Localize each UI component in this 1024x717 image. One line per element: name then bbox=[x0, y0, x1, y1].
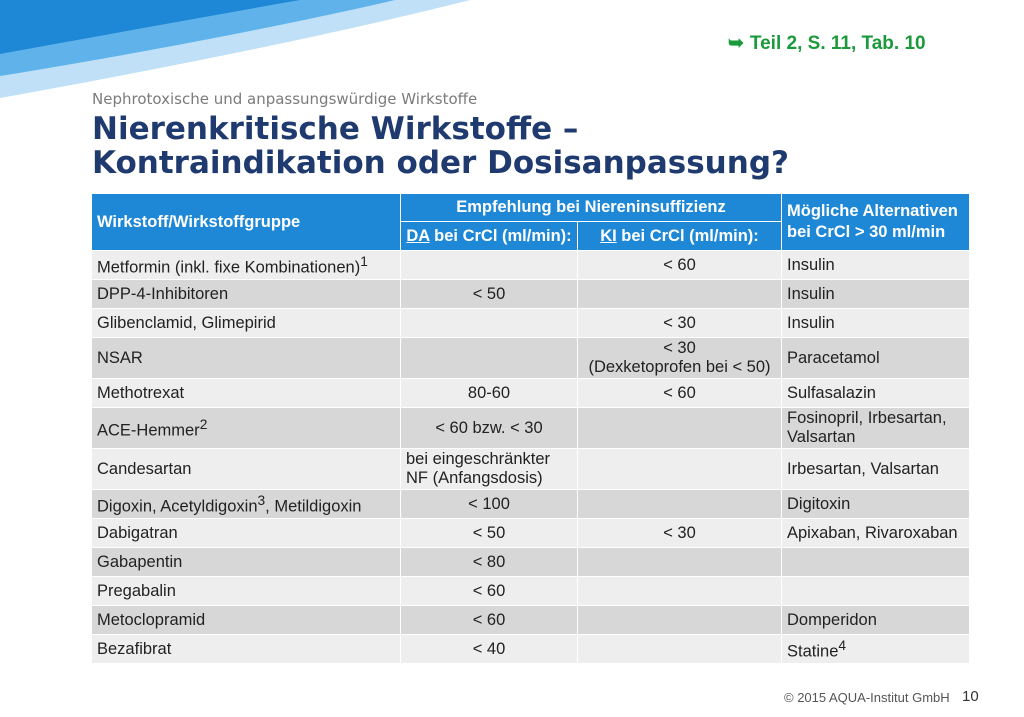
table-row bbox=[92, 309, 970, 338]
drug-cell: ACE-Hemmer$^2$ bbox=[92, 408, 401, 449]
drug-cell: Bezafibrat bbox=[92, 635, 401, 664]
da-cell: < 40 bbox=[401, 635, 578, 664]
alternative-cell bbox=[782, 577, 970, 606]
ki-cell bbox=[578, 548, 782, 577]
drug-cell: Metformin (inkl. fixe Kombinationen)$^1$ bbox=[92, 251, 401, 280]
alternative-cell bbox=[782, 548, 970, 577]
header-ki-abbr: KI bbox=[600, 226, 617, 245]
drug-cell: NSAR bbox=[92, 338, 401, 379]
ki-cell: < 60 bbox=[578, 251, 782, 280]
ki-cell: < 60 bbox=[578, 379, 782, 408]
ki-cell bbox=[578, 606, 782, 635]
da-cell bbox=[401, 251, 578, 280]
table-row bbox=[92, 280, 970, 309]
ki-cell bbox=[578, 577, 782, 606]
drug-cell: Methotrexat bbox=[92, 379, 401, 408]
footnote-mark: 1 bbox=[360, 254, 368, 270]
reference-text: Teil 2, S. 11, Tab. 10 bbox=[749, 33, 926, 54]
da-cell bbox=[401, 309, 578, 338]
drug-cell: Gabapentin bbox=[92, 548, 401, 577]
header-alternatives-line1: Mögliche Alternativen bbox=[787, 202, 958, 220]
table-row bbox=[92, 635, 970, 664]
da-cell: < 100 bbox=[401, 490, 578, 519]
alternative-cell: Sulfasalazin bbox=[782, 379, 970, 408]
header-recommendation-group: Empfehlung bei Niereninsuffizienz bbox=[401, 194, 782, 222]
da-cell: 80-60 bbox=[401, 379, 578, 408]
drug-cell: Candesartan bbox=[92, 449, 401, 490]
drug-table bbox=[91, 193, 970, 664]
ki-cell: < 30 (Dexketoprofen bei < 50) bbox=[578, 338, 782, 379]
title-line-2: Kontraindikation oder Dosisanpassung? bbox=[92, 145, 789, 181]
copyright-notice: © 2015 AQUA-Institut GmbH bbox=[784, 690, 950, 705]
table-header bbox=[92, 194, 970, 251]
footnote-mark: 3 bbox=[257, 493, 266, 509]
arrow-icon: ➥ bbox=[728, 33, 744, 54]
da-cell: < 50 bbox=[401, 280, 578, 309]
footnote-mark: 2 bbox=[199, 417, 208, 433]
drug-cell: Pregabalin bbox=[92, 577, 401, 606]
footnote-mark: 4 bbox=[838, 638, 847, 654]
alternative-cell: Insulin bbox=[782, 280, 970, 309]
ki-cell bbox=[578, 490, 782, 519]
table-row bbox=[92, 577, 970, 606]
alternative-cell: Irbesartan, Valsartan bbox=[782, 449, 970, 490]
alternative-cell: Insulin bbox=[782, 309, 970, 338]
page-number: 10 bbox=[962, 688, 979, 705]
ki-cell bbox=[578, 635, 782, 664]
ki-cell bbox=[578, 408, 782, 449]
drug-cell: Dabigatran bbox=[92, 519, 401, 548]
reference-note bbox=[728, 32, 926, 55]
page-subtitle: Nephrotoxische und anpassungswürdige Wirkstoffe bbox=[92, 90, 478, 108]
header-da-abbr: DA bbox=[406, 226, 430, 245]
drug-cell: DPP-4-Inhibitoren bbox=[92, 280, 401, 309]
da-cell: bei eingeschränkter NF (Anfangsdosis) bbox=[401, 449, 578, 490]
alternative-cell: Fosinopril, Irbesartan, Valsartan bbox=[782, 408, 970, 449]
table-row bbox=[92, 519, 970, 548]
da-cell: < 60 bbox=[401, 577, 578, 606]
alternative-cell: Apixaban, Rivaroxaban bbox=[782, 519, 970, 548]
title-line-1: Nierenkritische Wirkstoffe – bbox=[92, 111, 579, 147]
table-row bbox=[92, 379, 970, 408]
table-row bbox=[92, 251, 970, 280]
header-ki bbox=[578, 222, 782, 251]
table-row bbox=[92, 606, 970, 635]
drug-cell: Metoclopramid bbox=[92, 606, 401, 635]
da-cell: < 60 bzw. < 30 bbox=[401, 408, 578, 449]
table-row bbox=[92, 408, 970, 449]
da-cell: < 60 bbox=[401, 606, 578, 635]
table-row bbox=[92, 449, 970, 490]
ki-cell bbox=[578, 280, 782, 309]
table-row bbox=[92, 548, 970, 577]
header-drug: Wirkstoff/Wirkstoffgruppe bbox=[92, 194, 401, 251]
header-ki-rest: bei CrCl (ml/min): bbox=[616, 226, 759, 245]
alternative-cell: Statine$^4$ bbox=[782, 635, 970, 664]
drug-cell: Glibenclamid, Glimepirid bbox=[92, 309, 401, 338]
table-row bbox=[92, 490, 970, 519]
header-alternatives bbox=[782, 194, 970, 251]
page-title bbox=[92, 112, 789, 180]
drug-cell: Digoxin, Acetyldigoxin$^3$, Metildigoxin bbox=[92, 490, 401, 519]
ki-cell bbox=[578, 449, 782, 490]
table-row bbox=[92, 338, 970, 379]
alternative-cell: Domperidon bbox=[782, 606, 970, 635]
da-cell: < 80 bbox=[401, 548, 578, 577]
alternative-cell: Digitoxin bbox=[782, 490, 970, 519]
alternative-cell: Paracetamol bbox=[782, 338, 970, 379]
da-cell bbox=[401, 338, 578, 379]
header-da-rest: bei CrCl (ml/min): bbox=[429, 226, 572, 245]
header-alternatives-line2: bei CrCl > 30 ml/min bbox=[787, 223, 946, 241]
alternative-cell: Insulin bbox=[782, 251, 970, 280]
header-da bbox=[401, 222, 578, 251]
da-cell: < 50 bbox=[401, 519, 578, 548]
ki-note: (Dexketoprofen bei < 50) bbox=[588, 358, 771, 376]
ki-cell: < 30 bbox=[578, 519, 782, 548]
ki-cell: < 30 bbox=[578, 309, 782, 338]
